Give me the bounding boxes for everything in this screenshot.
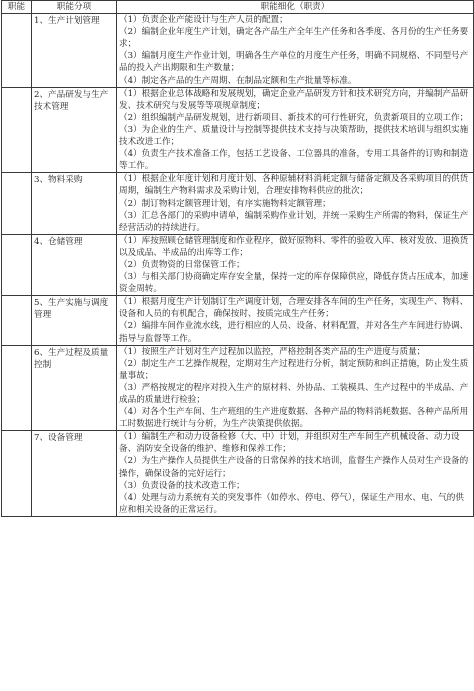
header-function: 职能 (2, 1, 32, 14)
detail-cell (117, 87, 474, 173)
function-cell (2, 296, 32, 345)
detail-line: （3）严格按规定的程序对投入生产的原材料、外协品、工装模具、生产过程中的半成品、产成品的质量进行检验； (119, 382, 469, 405)
detail-line: （1）根据企业年度计划和月度计划、各种原辅材料消耗定额与储备定额及各采购项目的供货周期，编制生产物料需求及采购计划，合理安排物料供应的批次； (119, 174, 469, 197)
detail-line: （4）处理与动力系统有关的突发事件（如停水、停电、停气），保证生产用水、电、气的供应和相关设备的正常运行。 (119, 492, 464, 515)
table-header-row (2, 1, 474, 14)
detail-line: （2）制订物料定额管理计划，有序实施物料定额管理； (119, 198, 331, 209)
function-item: 3、物料采购 (32, 173, 117, 234)
detail-line: （4）制定各产品的生产周期、在制品定额和生产批量等标准。 (119, 75, 357, 86)
detail-line: （2）制定生产工艺操作规程，定期对生产过程进行分析，制定预防和纠正措施，防止发生质量事故； (119, 358, 469, 381)
function-item: 4、仓储管理 (32, 234, 117, 295)
detail-line: （4）负责生产技术准备工作，包括工艺设备、工位器具的准备，专用工具备件的订购和制造等工作。 (119, 149, 469, 172)
detail-cell (117, 296, 474, 345)
header-function-detail: 职能细化（职责） (117, 1, 474, 14)
detail-line: （2）为生产操作人员提供生产设备的日常保养的技术培训，监督生产操作人员对生产设备的操作，确保设备的完好运行； (119, 456, 469, 479)
detail-line: （2）编排车间作业流水线，进行相应的人员、设备、材料配置，并对各生产车间进行协调、指导与监督等工作。 (119, 321, 469, 344)
detail-cell (117, 345, 474, 431)
responsibility-table (1, 0, 474, 517)
detail-cell (117, 234, 474, 295)
detail-cell (117, 173, 474, 234)
table-row (2, 87, 474, 173)
table-row (2, 234, 474, 295)
function-cell (2, 431, 32, 517)
detail-line: （3）汇总各部门的采购申请单，编制采购作业计划，并统一采购生产所需的物料，保证生产经营活动的持续进行。 (119, 210, 469, 233)
detail-cell (117, 14, 474, 88)
function-item: 5、生产实施与调度管理 (32, 296, 117, 345)
detail-line: （1）负责企业产能设计与生产人员的配置； (119, 15, 288, 26)
detail-line: （3）与相关部门协商确定库存安全量，保持一定的库存保障供应，降低存货占压成本，加速资金周转。 (119, 272, 469, 295)
function-item: 7、设备管理 (32, 431, 117, 517)
detail-line: （1）编制生产和动力设备检修（大、中）计划，并组织对生产车间生产机械设备、动力设备、消防安全设备的维护、维修和保养工作； (119, 432, 460, 455)
detail-line: （1）按照生产计划对生产过程加以监控，严格控制各类产品的生产进度与质量； (119, 346, 426, 357)
table-row (2, 431, 474, 517)
table-body (2, 14, 474, 517)
detail-line: （2）组织编制产品研发规划，进行新项目、新技术的可行性研究，负责新项目的立项工作； (119, 112, 469, 123)
function-cell (2, 14, 32, 88)
detail-line: （3）负责设备的技术改造工作； (119, 480, 245, 491)
detail-line: （2）负责物资的日常保管工作； (119, 259, 245, 270)
table-row (2, 14, 474, 88)
detail-line: （3）为企业的生产、质量设计与控制等提供技术支持与决策帮助，提供技术培训与组织实施技术改进工作； (119, 124, 469, 148)
detail-line: （1）根据月度生产计划制订生产调度计划，合理安排各车间的生产任务，实现生产、物料、设备和人员的有机配合，确保按时、按质完成生产任务； (119, 297, 469, 320)
function-item: 1、生产计划管理 (32, 14, 117, 88)
detail-cell (117, 431, 474, 517)
table-row (2, 296, 474, 345)
table-row (2, 173, 474, 234)
table-row (2, 345, 474, 431)
detail-line: （1）库按照顾仓储管理制度和作业程序，做好原物料、零件的验收入库、核对发放、退换货以及成品、半成品的出库等工作； (119, 235, 469, 258)
function-item: 2、产品研发与生产技术管理 (32, 87, 117, 173)
detail-line: （3）编制月度生产作业计划，明确各生产单位的月度生产任务，明确不同规格、不同型号产品的投入产出期限和生产数量； (119, 51, 469, 74)
detail-line: （1）根据企业总体战略和发展规划，确定企业产品研发方针和技术研究方向，并编制产品研发、技术研究与发展等等项规章制度； (119, 88, 469, 111)
function-item: 6、生产过程及质量控制 (32, 345, 117, 431)
function-cell (2, 234, 32, 295)
header-function-item: 职能分项 (32, 1, 117, 14)
function-cell (2, 345, 32, 431)
function-cell (2, 173, 32, 234)
function-cell (2, 87, 32, 173)
detail-line: （2）编制企业年度生产计划，确定各产品生产全年生产任务和各季度、各月份的生产任务要求； (119, 27, 469, 50)
detail-line: （4）对各个生产车间、生产班组的生产进度数据、各种产品的物料消耗数据、各种产品所用工时数据进行统计与分析，为生产决策提供依据。 (119, 407, 469, 430)
